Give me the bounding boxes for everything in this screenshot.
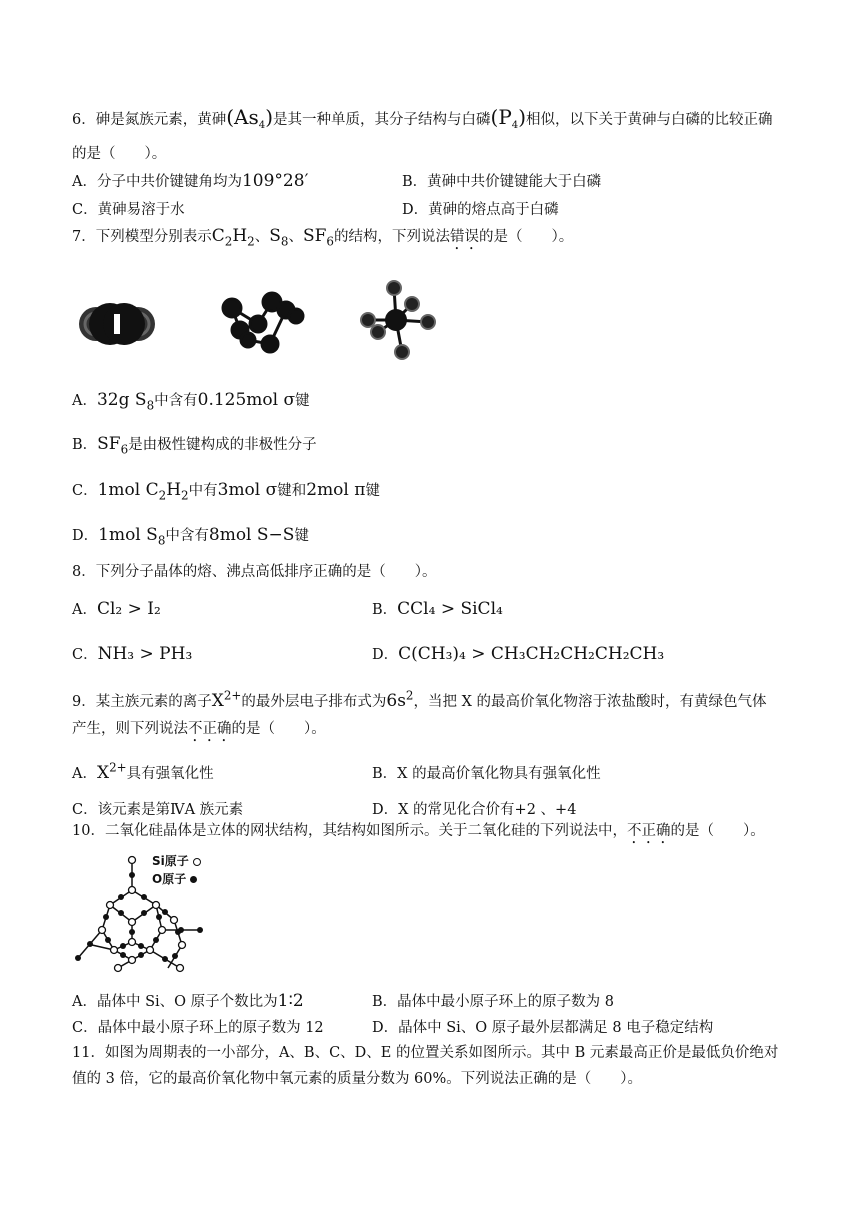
q8-stem: 8．下列分子晶体的熔、沸点高低排序正确的是（ ）。 xyxy=(72,564,437,580)
q9-option-c: C．该元素是第ⅣA 族元素 xyxy=(72,802,244,818)
q8-option-a: A．Cl₂ > I₂ xyxy=(72,599,161,619)
q6-option-a: A．分子中共价键键角均为109°28′ xyxy=(72,171,309,191)
sf6-model xyxy=(361,281,435,359)
q6-option-c: C．黄砷易溶于水 xyxy=(72,202,185,218)
s8-model xyxy=(223,293,303,352)
c2h2-model xyxy=(79,303,155,345)
q7-option-b: B．$SF_6$是由极性键构成的非极性分子 xyxy=(72,434,317,457)
q7-stem: 7．下列模型分别表示$C_2H_2$、$S_8$、$SF_6$的结构，下列说法错误的是（ ）。 xyxy=(72,226,574,249)
o-atom-icon xyxy=(190,876,197,883)
legend-o: O原子 xyxy=(152,870,201,888)
q10-option-d: D．晶体中 Si、O 原子最外层都满足 8 电子稳定结构 xyxy=(372,1020,714,1036)
legend-si: Si原子 xyxy=(152,852,201,870)
q9-option-a: A．$X^{2+}$具有强氧化性 xyxy=(72,760,214,783)
q8-option-c: C．NH₃ > PH₃ xyxy=(72,644,193,664)
q10-option-c: C．晶体中最小原子环上的原子数为 12 xyxy=(72,1020,324,1036)
q8-option-d: D．C(CH₃)₄ > CH₃CH₂CH₂CH₂CH₃ xyxy=(372,644,665,664)
molecule-models-figure xyxy=(72,280,472,370)
q6-option-b: B．黄砷中共价键键能大于白磷 xyxy=(402,174,602,190)
q8-option-b: B．CCl₄ > SiCl₄ xyxy=(372,599,503,619)
q9-option-d: D．X 的常见化合价有+2 、+4 xyxy=(372,802,577,818)
q11-stem-line2: 值的 3 倍，它的最高价氧化物中氧元素的质量分数为 60%。下列说法正确的是（ ）。 xyxy=(72,1071,643,1087)
q7-option-a: A．32g $S_8$中含有0.125mol σ键 xyxy=(72,390,310,413)
q10-option-b: B．晶体中最小原子环上的原子数为 8 xyxy=(372,994,614,1010)
q9-stem-line1: 9．某主族元素的离子$X^{2+}$的最外层电子排布式为$6s^2$，当把 X 的最高价氧化物溶于浓盐酸时，有黄绿色气体 xyxy=(72,688,767,711)
q7-option-d: D．1mol $S_8$中含有8mol S−S键 xyxy=(72,525,309,548)
q10-stem: 10．二氧化硅晶体是立体的网状结构，其结构如图所示。关于二氧化硅的下列说法中，不正确的是（ ）。 xyxy=(72,823,765,839)
q6-stem-line1: 6．砷是氮族元素，黄砷$(As_4)$是其一种单质，其分子结构与白磷$(P_4)$相似，以下关于黄砷与白磷的比较正确 xyxy=(72,105,773,131)
q11-stem-line1: 11．如图为周期表的一小部分，A、B、C、D、E 的位置关系如图所示。其中 B 元素最高正价是最低负价绝对 xyxy=(72,1045,779,1061)
sio2-legend xyxy=(152,852,201,888)
q9-option-b: B．X 的最高价氧化物具有强氧化性 xyxy=(372,766,601,782)
si-atom-icon xyxy=(193,858,201,866)
q6-stem-line2: 的是（ ）。 xyxy=(72,146,167,162)
q9-stem-line2: 产生，则下列说法不正确的是（ ）。 xyxy=(72,721,326,737)
q10-option-a: A．晶体中 Si、O 原子个数比为1∶2 xyxy=(72,991,304,1011)
q7-option-c: C．1mol $C_2H_2$中有3mol σ键和2mol π键 xyxy=(72,480,380,503)
q6-option-d: D．黄砷的熔点高于白磷 xyxy=(402,202,559,218)
